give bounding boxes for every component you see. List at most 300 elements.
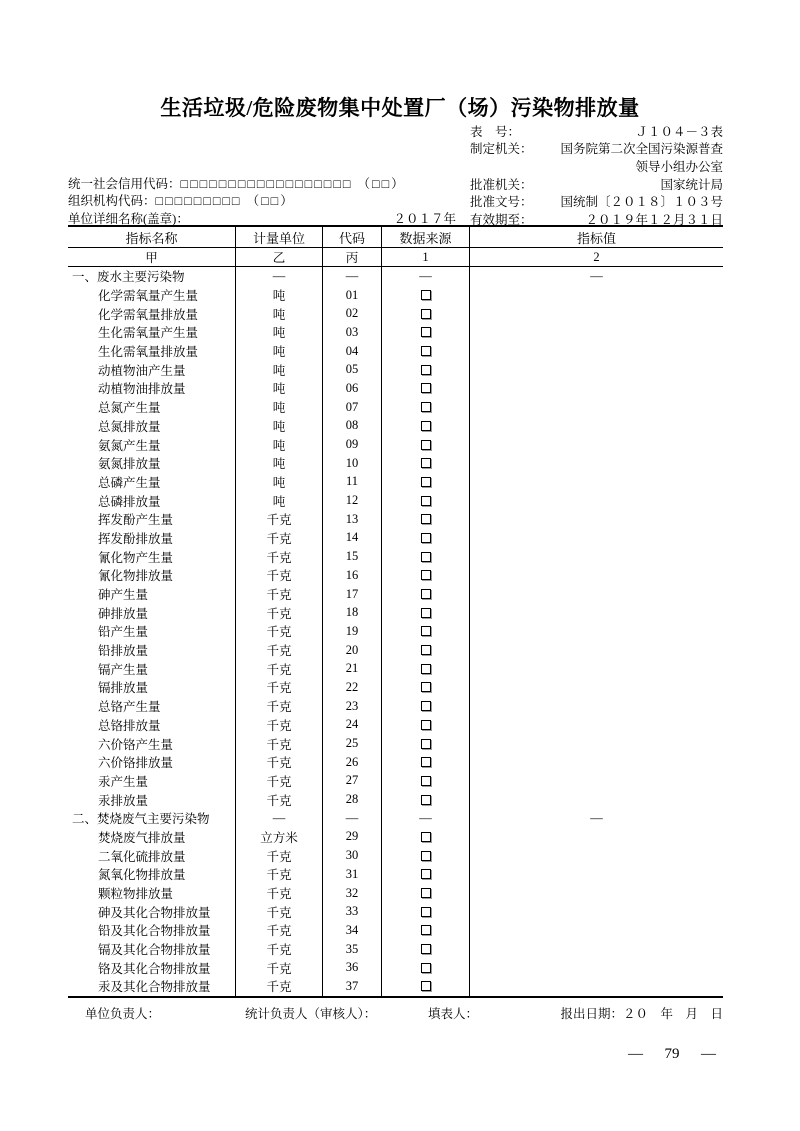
table-row	[68, 529, 723, 548]
data-source-cell	[382, 342, 470, 361]
unit-cell: 吨	[236, 454, 323, 473]
indicator-name-cell: 化学需氧量产生量	[68, 286, 236, 305]
indicator-name-cell: 生化需氧量产生量	[68, 323, 236, 342]
table-row	[68, 772, 723, 791]
table-row	[68, 865, 723, 884]
code-cell: 04	[323, 342, 382, 361]
code-cell: 02	[323, 304, 382, 323]
checkbox-icon	[421, 327, 431, 337]
unit-cell: 千克	[236, 547, 323, 566]
indicator-value-cell	[470, 603, 723, 622]
indicator-name-cell: 汞排放量	[68, 790, 236, 809]
indicator-value-cell	[470, 379, 723, 398]
table-row	[68, 716, 723, 735]
table-row	[68, 828, 723, 847]
data-source-cell	[382, 603, 470, 622]
table-row	[68, 417, 723, 436]
checkbox-icon	[421, 720, 431, 730]
checkbox-icon	[421, 981, 431, 991]
doc-number-label: 批准文号：	[470, 195, 533, 210]
unit-cell: 立方米	[236, 828, 323, 847]
table-row	[68, 902, 723, 921]
subheader-2: 2	[593, 249, 600, 264]
indicator-value-cell	[470, 360, 723, 379]
code-cell: 07	[323, 398, 382, 417]
data-source-cell	[382, 716, 470, 735]
indicator-name-cell: 总磷产生量	[68, 473, 236, 492]
table-row	[68, 342, 723, 361]
code-cell: 16	[323, 566, 382, 585]
data-source-cell: —	[382, 809, 470, 828]
indicator-name-cell: 氰化物产生量	[68, 547, 236, 566]
indicator-value-cell	[470, 566, 723, 585]
checkbox-icon	[421, 701, 431, 711]
page-title: 生活垃圾/危险废物集中处置厂（场）污染物排放量	[160, 96, 640, 120]
data-source-cell	[382, 566, 470, 585]
code-cell: 03	[323, 323, 382, 342]
indicators-table	[68, 225, 723, 998]
checkbox-icon	[421, 757, 431, 767]
unit-name-label: 单位详细名称(盖章)：	[68, 211, 189, 226]
unit-cell: 千克	[236, 566, 323, 585]
indicator-name-cell: 总磷排放量	[68, 491, 236, 510]
valid-until-value: ２０１９年１２月３１日	[585, 212, 723, 227]
data-source-cell	[382, 304, 470, 323]
subheader-bing: 丙	[323, 248, 382, 266]
unit-cell: —	[236, 267, 323, 286]
credit-code-boxes: □□□□□□□□□□□□□□□□□□ （□□）	[180, 176, 406, 191]
code-cell: —	[323, 267, 382, 286]
unit-cell: 千克	[236, 585, 323, 604]
checkbox-icon	[421, 383, 431, 393]
table-number-label: 表 号：	[470, 124, 521, 139]
unit-cell: 吨	[236, 360, 323, 379]
indicator-value-cell	[470, 697, 723, 716]
indicator-name-cell: 氨氮产生量	[68, 435, 236, 454]
table-row	[68, 753, 723, 772]
indicator-value-cell	[470, 902, 723, 921]
indicator-name-cell: 一、废水主要污染物	[68, 267, 236, 286]
data-source-cell	[382, 491, 470, 510]
data-source-cell	[382, 753, 470, 772]
code-cell: 27	[323, 772, 382, 791]
code-cell: 37	[323, 977, 382, 996]
data-source-cell	[382, 435, 470, 454]
checkbox-icon	[421, 346, 431, 356]
checkbox-icon	[421, 869, 431, 879]
table-row	[68, 304, 723, 323]
code-cell: 11	[323, 473, 382, 492]
code-cell: 06	[323, 379, 382, 398]
checkbox-icon	[421, 309, 431, 319]
indicator-name-cell: 砷排放量	[68, 603, 236, 622]
indicator-value-cell: —	[590, 268, 603, 283]
checkbox-icon	[421, 290, 431, 300]
indicator-name-cell: 动植物油产生量	[68, 360, 236, 379]
data-source-cell	[382, 286, 470, 305]
data-source-cell	[382, 659, 470, 678]
table-row	[68, 547, 723, 566]
data-source-cell	[382, 678, 470, 697]
data-source-cell	[382, 398, 470, 417]
checkbox-icon	[421, 888, 431, 898]
indicator-name-cell: 氰化物排放量	[68, 566, 236, 585]
code-cell: 18	[323, 603, 382, 622]
table-row	[68, 846, 723, 865]
indicator-name-cell: 挥发酚排放量	[68, 529, 236, 548]
table-row	[68, 734, 723, 753]
indicator-value-cell	[470, 828, 723, 847]
org-code-row	[68, 192, 456, 210]
indicator-name-cell: 二氧化硫排放量	[68, 846, 236, 865]
checkbox-icon	[421, 477, 431, 487]
indicator-name-cell: 砷产生量	[68, 585, 236, 604]
indicator-name-cell: 镉及其化合物排放量	[68, 940, 236, 959]
table-row	[68, 454, 723, 473]
indicator-value-cell	[470, 304, 723, 323]
table-row	[68, 958, 723, 977]
indicator-name-cell: 挥发酚产生量	[68, 510, 236, 529]
checkbox-icon	[421, 739, 431, 749]
indicator-value-cell	[470, 940, 723, 959]
table-row	[68, 286, 723, 305]
table-row	[68, 435, 723, 454]
code-cell: 10	[323, 454, 382, 473]
indicator-name-cell: 化学需氧量排放量	[68, 304, 236, 323]
indicator-value-cell	[470, 753, 723, 772]
table-row	[68, 659, 723, 678]
indicator-value-cell	[470, 734, 723, 753]
code-cell: 28	[323, 790, 382, 809]
indicator-name-cell: 动植物油排放量	[68, 379, 236, 398]
doc-number-row	[470, 192, 723, 210]
indicator-name-cell: 总铬排放量	[68, 716, 236, 735]
checkbox-icon	[421, 552, 431, 562]
indicator-value-cell: —	[590, 810, 603, 825]
data-source-cell	[382, 958, 470, 977]
indicator-value-cell	[470, 491, 723, 510]
issuer-value-line1: 国务院第二次全国污染源普查	[560, 142, 723, 157]
indicator-name-cell: 总氮产生量	[68, 398, 236, 417]
checkbox-icon	[421, 533, 431, 543]
report-date-label: 报出日期：２０ 年 月 日	[560, 1007, 723, 1021]
checkbox-icon	[421, 682, 431, 692]
code-cell: 31	[323, 865, 382, 884]
code-cell: 30	[323, 846, 382, 865]
table-row	[68, 398, 723, 417]
unit-cell: 千克	[236, 977, 323, 996]
table-row	[68, 697, 723, 716]
indicator-name-cell: 氨氮排放量	[68, 454, 236, 473]
data-source-cell	[382, 547, 470, 566]
unit-cell: 吨	[236, 417, 323, 436]
data-source-cell	[382, 473, 470, 492]
code-cell: 17	[323, 585, 382, 604]
checkbox-icon	[421, 365, 431, 375]
table-row	[68, 977, 723, 996]
checkbox-icon	[421, 440, 431, 450]
data-source-cell	[382, 772, 470, 791]
issuer-value-line2: 领导小组办公室	[635, 159, 723, 174]
code-cell: 08	[323, 417, 382, 436]
checkbox-icon	[421, 626, 431, 636]
unit-cell: 千克	[236, 529, 323, 548]
checkbox-icon	[421, 421, 431, 431]
indicator-name-cell: 总氮排放量	[68, 417, 236, 436]
preparer-label: 填表人：	[428, 1007, 479, 1021]
data-source-cell	[382, 790, 470, 809]
checkbox-icon	[421, 608, 431, 618]
indicator-name-cell: 铅及其化合物排放量	[68, 921, 236, 940]
indicator-name-cell: 二、焚烧废气主要污染物	[68, 809, 236, 828]
table-row	[68, 566, 723, 585]
code-cell: 36	[323, 958, 382, 977]
approver-row	[470, 175, 723, 193]
code-cell: 24	[323, 716, 382, 735]
approver-label: 批准机关：	[470, 177, 533, 192]
indicator-name-cell: 镉产生量	[68, 659, 236, 678]
unit-cell: 千克	[236, 603, 323, 622]
indicator-value-cell	[470, 659, 723, 678]
indicator-value-cell	[470, 884, 723, 903]
signature-line	[68, 1004, 723, 1022]
issuer-row-cont	[470, 157, 723, 175]
indicator-name-cell: 总铬产生量	[68, 697, 236, 716]
table-row	[68, 491, 723, 510]
indicator-value-cell	[470, 286, 723, 305]
checkbox-icon	[421, 963, 431, 973]
table-row	[68, 473, 723, 492]
column-header-code: 代码	[323, 227, 382, 247]
data-source-cell	[382, 846, 470, 865]
indicator-value-cell	[470, 790, 723, 809]
indicator-value-cell	[470, 641, 723, 660]
unit-cell: 吨	[236, 304, 323, 323]
unit-cell: 千克	[236, 716, 323, 735]
org-code-label: 组织机构代码：	[68, 194, 156, 209]
indicator-name-cell: 六价铬排放量	[68, 753, 236, 772]
page-number-left-dash: —	[628, 1046, 643, 1062]
data-source-cell	[382, 360, 470, 379]
data-source-cell	[382, 977, 470, 996]
data-source-cell	[382, 417, 470, 436]
indicator-value-cell	[470, 716, 723, 735]
code-cell: 12	[323, 491, 382, 510]
indicator-name-cell: 汞产生量	[68, 772, 236, 791]
checkbox-icon	[421, 664, 431, 674]
checkbox-icon	[421, 907, 431, 917]
unit-cell: 千克	[236, 865, 323, 884]
table-row	[68, 510, 723, 529]
unit-cell: 吨	[236, 398, 323, 417]
credit-code-row	[68, 174, 456, 192]
unit-cell: 千克	[236, 641, 323, 660]
checkbox-icon	[421, 776, 431, 786]
data-source-cell	[382, 510, 470, 529]
code-cell: 33	[323, 902, 382, 921]
unit-cell: 千克	[236, 659, 323, 678]
table-row	[68, 323, 723, 342]
code-cell: 19	[323, 622, 382, 641]
code-cell: 14	[323, 529, 382, 548]
code-cell: 20	[323, 641, 382, 660]
indicator-value-cell	[470, 342, 723, 361]
unit-cell: 吨	[236, 379, 323, 398]
data-source-cell	[382, 921, 470, 940]
table-row	[68, 585, 723, 604]
unit-cell: 千克	[236, 678, 323, 697]
unit-cell: 千克	[236, 622, 323, 641]
unit-cell: 千克	[236, 734, 323, 753]
indicator-value-cell	[470, 977, 723, 996]
checkbox-icon	[421, 496, 431, 506]
code-cell: 15	[323, 547, 382, 566]
code-cell: 26	[323, 753, 382, 772]
indicator-value-cell	[470, 417, 723, 436]
data-source-cell: —	[382, 267, 470, 286]
data-source-cell	[382, 622, 470, 641]
indicator-value-cell	[470, 865, 723, 884]
column-header-indicator-value: 指标值	[576, 230, 616, 246]
indicator-value-cell	[470, 529, 723, 548]
column-header-indicator-name: 指标名称	[68, 227, 236, 247]
issuer-label: 制定机关：	[470, 142, 533, 157]
unit-cell: 千克	[236, 697, 323, 716]
doc-number-value: 国统制〔２０１８〕１０３号	[560, 195, 723, 210]
table-row	[68, 603, 723, 622]
indicator-value-cell	[470, 435, 723, 454]
indicator-value-cell	[470, 958, 723, 977]
unit-cell: 吨	[236, 342, 323, 361]
data-source-cell	[382, 865, 470, 884]
approver-value: 国家统计局	[660, 177, 723, 192]
code-cell: 13	[323, 510, 382, 529]
unit-cell: 千克	[236, 884, 323, 903]
data-source-cell	[382, 454, 470, 473]
checkbox-icon	[421, 402, 431, 412]
checkbox-icon	[421, 570, 431, 580]
table-subheader-row	[68, 248, 723, 267]
table-row	[68, 641, 723, 660]
unit-cell: 千克	[236, 790, 323, 809]
indicator-value-cell	[470, 398, 723, 417]
unit-cell: 吨	[236, 286, 323, 305]
issuer-row	[470, 140, 723, 158]
page-number-right-dash: —	[701, 1046, 716, 1062]
data-source-cell	[382, 884, 470, 903]
table-row	[68, 940, 723, 959]
checkbox-icon	[421, 795, 431, 805]
data-source-cell	[382, 902, 470, 921]
unit-cell: 千克	[236, 846, 323, 865]
data-source-cell	[382, 697, 470, 716]
table-row	[68, 921, 723, 940]
data-source-cell	[382, 379, 470, 398]
code-cell: 29	[323, 828, 382, 847]
data-source-cell	[382, 734, 470, 753]
data-source-cell	[382, 585, 470, 604]
report-year: ２０１７年	[393, 211, 456, 226]
unit-cell: 吨	[236, 473, 323, 492]
table-section-row	[68, 809, 723, 828]
subheader-jia: 甲	[68, 248, 236, 266]
table-row	[68, 678, 723, 697]
data-source-cell	[382, 641, 470, 660]
indicator-name-cell: 六价铬产生量	[68, 734, 236, 753]
org-code-boxes: □□□□□□□□□ （□□）	[155, 194, 295, 209]
code-cell: 21	[323, 659, 382, 678]
unit-cell: 千克	[236, 921, 323, 940]
unit-cell: 吨	[236, 323, 323, 342]
checkbox-icon	[421, 589, 431, 599]
data-source-cell	[382, 323, 470, 342]
indicator-name-cell: 氮氧化物排放量	[68, 865, 236, 884]
indicator-name-cell: 铅排放量	[68, 641, 236, 660]
column-header-unit: 计量单位	[236, 227, 323, 247]
table-body	[68, 267, 723, 996]
checkbox-icon	[421, 925, 431, 935]
indicator-name-cell: 焚烧废气排放量	[68, 828, 236, 847]
data-source-cell	[382, 828, 470, 847]
indicator-value-cell	[470, 323, 723, 342]
checkbox-icon	[421, 458, 431, 468]
form-meta-right	[470, 122, 723, 228]
indicator-value-cell	[470, 622, 723, 641]
unit-cell: 千克	[236, 958, 323, 977]
checkbox-icon	[421, 944, 431, 954]
column-header-data-source: 数据来源	[382, 227, 470, 247]
code-cell: 32	[323, 884, 382, 903]
code-cell: 25	[323, 734, 382, 753]
table-number-value: Ｊ１０４－３表	[635, 124, 723, 139]
table-row	[68, 360, 723, 379]
page-number-value: 79	[664, 1046, 680, 1062]
code-cell: 01	[323, 286, 382, 305]
checkbox-icon	[421, 832, 431, 842]
indicator-value-cell	[470, 921, 723, 940]
subheader-1: 1	[382, 248, 470, 266]
indicator-name-cell: 砷及其化合物排放量	[68, 902, 236, 921]
indicator-name-cell: 颗粒物排放量	[68, 884, 236, 903]
table-row	[68, 790, 723, 809]
table-header-row	[68, 227, 723, 248]
indicator-name-cell: 铅产生量	[68, 622, 236, 641]
code-cell: 22	[323, 678, 382, 697]
table-row	[68, 622, 723, 641]
checkbox-icon	[421, 851, 431, 861]
unit-cell: 千克	[236, 753, 323, 772]
unit-cell: 吨	[236, 435, 323, 454]
table-section-row	[68, 267, 723, 286]
indicator-name-cell: 汞及其化合物排放量	[68, 977, 236, 996]
unit-head-label: 单位负责人：	[85, 1007, 161, 1021]
code-cell: —	[323, 809, 382, 828]
credit-code-label: 统一社会信用代码：	[68, 176, 181, 191]
code-cell: 34	[323, 921, 382, 940]
unit-cell: 千克	[236, 902, 323, 921]
indicator-value-cell	[470, 547, 723, 566]
unit-cell: 千克	[236, 940, 323, 959]
indicator-value-cell	[470, 772, 723, 791]
table-row	[68, 884, 723, 903]
valid-until-label: 有效期至：	[470, 212, 533, 227]
unit-cell: —	[236, 809, 323, 828]
indicator-name-cell: 铬及其化合物排放量	[68, 958, 236, 977]
subheader-yi: 乙	[236, 248, 323, 266]
indicator-value-cell	[470, 454, 723, 473]
stats-head-label: 统计负责人（审核人）：	[245, 1007, 377, 1021]
table-row	[68, 379, 723, 398]
